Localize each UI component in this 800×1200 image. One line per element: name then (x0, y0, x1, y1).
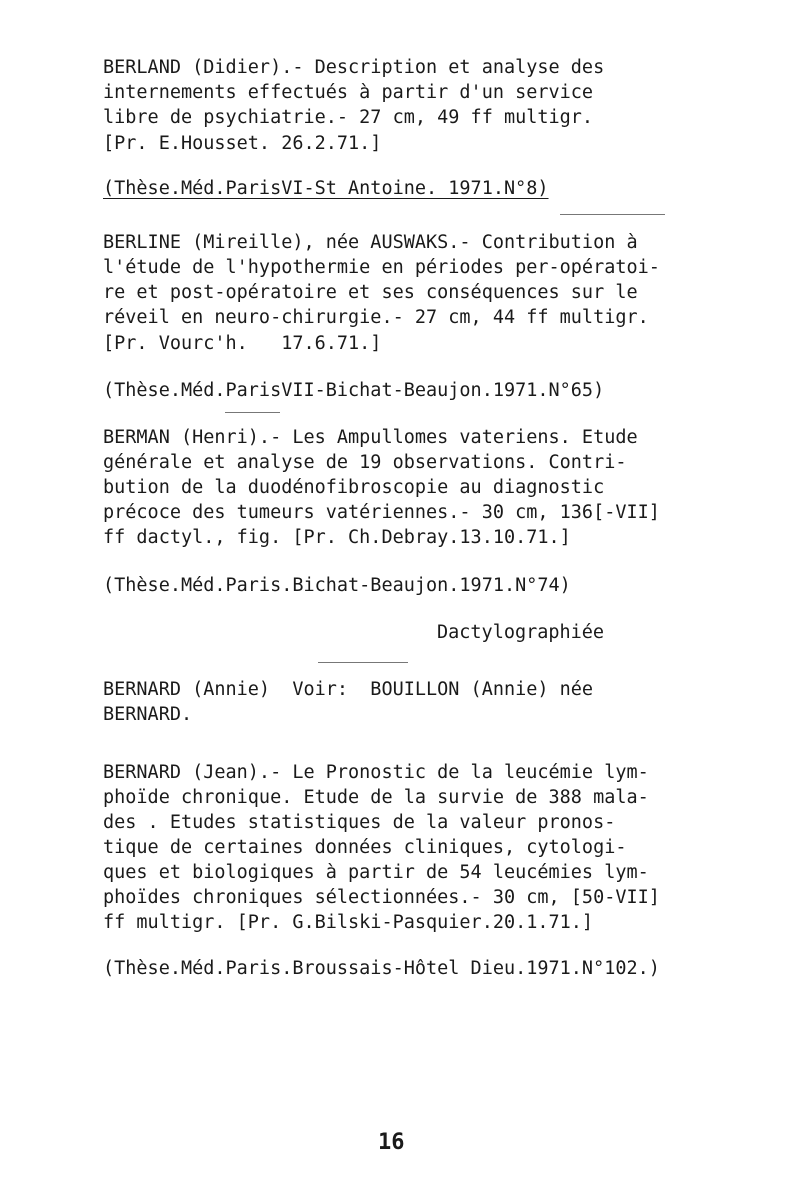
entry-line: phoïdes chroniques sélectionnées.- 30 cm, [50-VII] (103, 887, 660, 908)
entry-line: ques et biologiques à partir de 54 leucémies lym- (103, 862, 649, 883)
entry-line: tique de certaines données cliniques, cytologi- (103, 837, 627, 858)
thesis-reference: (Thèse.Méd.Paris.Broussais-Hôtel Dieu.1971.N°102.) (103, 958, 660, 979)
entry-line: des . Etudes statistiques de la valeur pronos- (103, 812, 616, 833)
entry-line: internements effectués à partir d'un service (103, 82, 594, 103)
entry-line: BERNARD. (103, 704, 193, 725)
separator-rule (560, 214, 665, 215)
entry-line: bution de la duodénofibroscopie au diagnostic (103, 477, 605, 498)
entry-line: BERLINE (Mireille), née AUSWAKS.- Contribution à (103, 232, 638, 253)
entry-line: libre de psychiatrie.- 27 cm, 49 ff multigr. (103, 107, 594, 128)
entry-line: précoce des tumeurs vatériennes.- 30 cm, 136[-VII] (103, 502, 660, 523)
entry-line: BERLAND (Didier).- Description et analyse des (103, 57, 605, 78)
entry-line: BERMAN (Henri).- Les Ampullomes vateriens. Etude (103, 427, 638, 448)
separator-rule (318, 662, 408, 663)
entry-line: [Pr. Vourc'h. 17.6.71.] (103, 333, 382, 354)
entry-line: BERNARD (Jean).- Le Pronostic de la leucémie lym- (103, 762, 649, 783)
entry-line: ff dactyl., fig. [Pr. Ch.Debray.13.10.71.] (103, 527, 571, 548)
page-number: 16 (378, 1130, 405, 1155)
entry-line: réveil en neuro-chirurgie.- 27 cm, 44 ff multigr. (103, 307, 649, 328)
entry-line: phoïde chronique. Etude de la survie de 388 mala- (103, 787, 649, 808)
thesis-reference: (Thèse.Méd.Paris.Bichat-Beaujon.1971.N°74) (103, 575, 571, 596)
entry-line: ff multigr. [Pr. G.Bilski-Pasquier.20.1.71.] (103, 912, 594, 933)
thesis-reference: (Thèse.Méd.ParisVI-St Antoine. 1971.N°8) (103, 178, 549, 199)
entry-line: re et post-opératoire et ses conséquences sur le (103, 282, 638, 303)
entry-line: l'étude de l'hypothermie en périodes per-opératoi- (103, 257, 660, 278)
separator-rule (225, 412, 280, 413)
typed-note: Dactylographiée (437, 622, 605, 643)
entry-line: générale et analyse de 19 observations. Contri- (103, 452, 627, 473)
thesis-reference: (Thèse.Méd.ParisVII-Bichat-Beaujon.1971.N°65) (103, 380, 605, 401)
entry-line: BERNARD (Annie) Voir: BOUILLON (Annie) née (103, 679, 594, 700)
entry-line: [Pr. E.Housset. 26.2.71.] (103, 133, 382, 154)
